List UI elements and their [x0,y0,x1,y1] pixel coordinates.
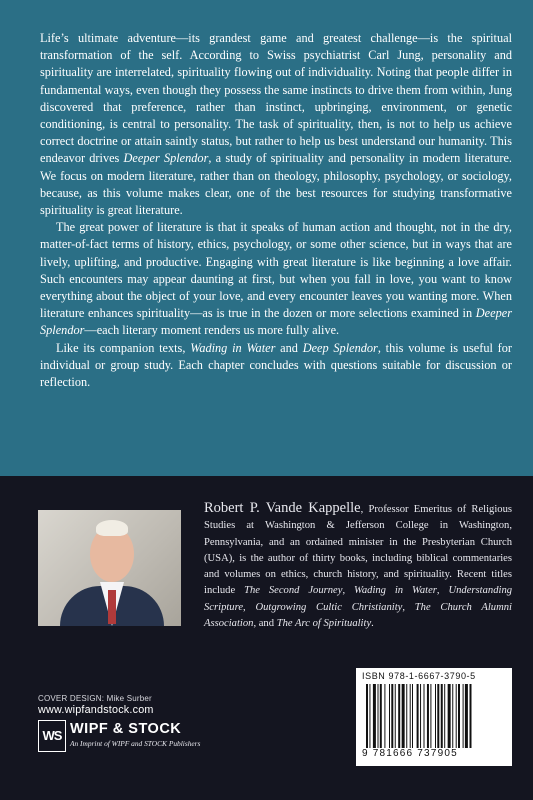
bio-sep: , and [253,618,277,630]
blurb-paragraph-2 [40,219,512,339]
blurb-p1-end: , a study of spirituality and personality in modern literature. We focus on modern literature, rather than on theology, philosophy, psychology, or sociology, because, as this volume makes clear, one of the best resources for studying transformative spirituality is great literature. [40,151,512,218]
blurb-paragraph-3 [40,340,512,392]
companion-title-2: Deep Splendor [302,340,378,355]
ws-logo-icon: WS [38,720,66,752]
bio-title-1: The Second Journey [244,585,343,597]
cover-design-credit: COVER DESIGN: Mike Surber [38,694,152,703]
photo-tie-shape [108,590,116,624]
blurb-p3-start: Like its companion texts, [56,340,191,355]
publisher-name: WIPF & STOCK [70,721,182,737]
blurb-p1-text: Life’s ultimate adventure—its grandest game and greatest challenge—is the spiritual transformation of the self. According to Swiss psychiatrist Carl Jung, personality and spirituality are interrelated, spirituality flowing out of individuality. Noting that people differ in fundamental ways, even though they possess the same instincts to drive them from within, Jung discovered that preference, rather than instinct, upbringing, environment, or genetic conditioning, is central to personality. The task of spirituality, then, is not to help us achieve correct doctrine or attain saintly status, but rather to help us best understand our humanity. This endeavor drives [40,31,512,166]
publisher-logo [38,720,218,754]
book-title-italic: Deeper Splendor [40,306,512,338]
bio-title-6: The Arc of Spirituality [276,618,372,630]
blurb-text [40,30,512,391]
publisher-website: www.wipfandstock.com [38,704,154,716]
author-name: Robert P. Vande Kappelle [204,500,361,516]
bio-title-4: Outgrowing Cultic Christianity [255,601,403,613]
isbn-label: ISBN 978-1-6667-3790-5 [362,671,476,681]
bio-sep: , [342,585,354,597]
author-bio [204,500,512,632]
publisher-imprint: An Imprint of WIPF and STOCK Publishers [70,739,201,748]
credits [38,694,154,716]
bio-sep: , [436,585,449,597]
blurb-p2-text: The great power of literature is that it speaks of human action and thought, not in the dry, matter-of-fact terms of history, ethics, psychology, or some other science, but in ways that are lively, uplifting, and productive. Engaging with great literature is like beginning a love affair. Such encounters may appear daunting at first, but when you fall in love, you want to know everything about the object of your love, and every encounter leaves you wanting more. When literature enhances spirituality—as is true in the dozen or more selections examined in [40,220,512,321]
barcode-digits: 9 781666 737905 [362,748,458,759]
bio-sep: , [402,601,415,613]
bio-end: . [371,618,374,630]
barcode-box [356,668,512,766]
companion-title-1: Wading in Water [190,340,276,355]
blurb-p2-end: —each literary moment renders us more fully alive. [84,323,340,338]
blurb-paragraph-1 [40,30,512,219]
blurb-p3-end: , this volume is useful for individual or group study. Each chapter concludes with questions suitable for discussion or reflection. [40,340,513,390]
author-panel [0,476,533,800]
bio-title-5: The Church Alumni Association [204,601,512,630]
bio-title-2: Wading in Water [354,585,437,597]
barcode-icon [364,684,504,748]
photo-hair-shape [96,520,128,536]
bio-title-3: Understanding Scripture [204,585,513,613]
blurb-p3-and: and [275,340,303,355]
bio-sep: , [243,601,256,613]
book-title-italic: Deeper Splendor [123,151,209,166]
bio-text: , Professor Emeritus of Religious Studies at Washington & Jefferson College in Washington, Pennsylvania, and an ordained minister in the Presbyterian Church (USA), is the author of thirty books, including biblical commentaries and volumes on ethics, church history, and spirituality. Recent titles include [204,504,512,597]
author-photo [38,510,181,626]
